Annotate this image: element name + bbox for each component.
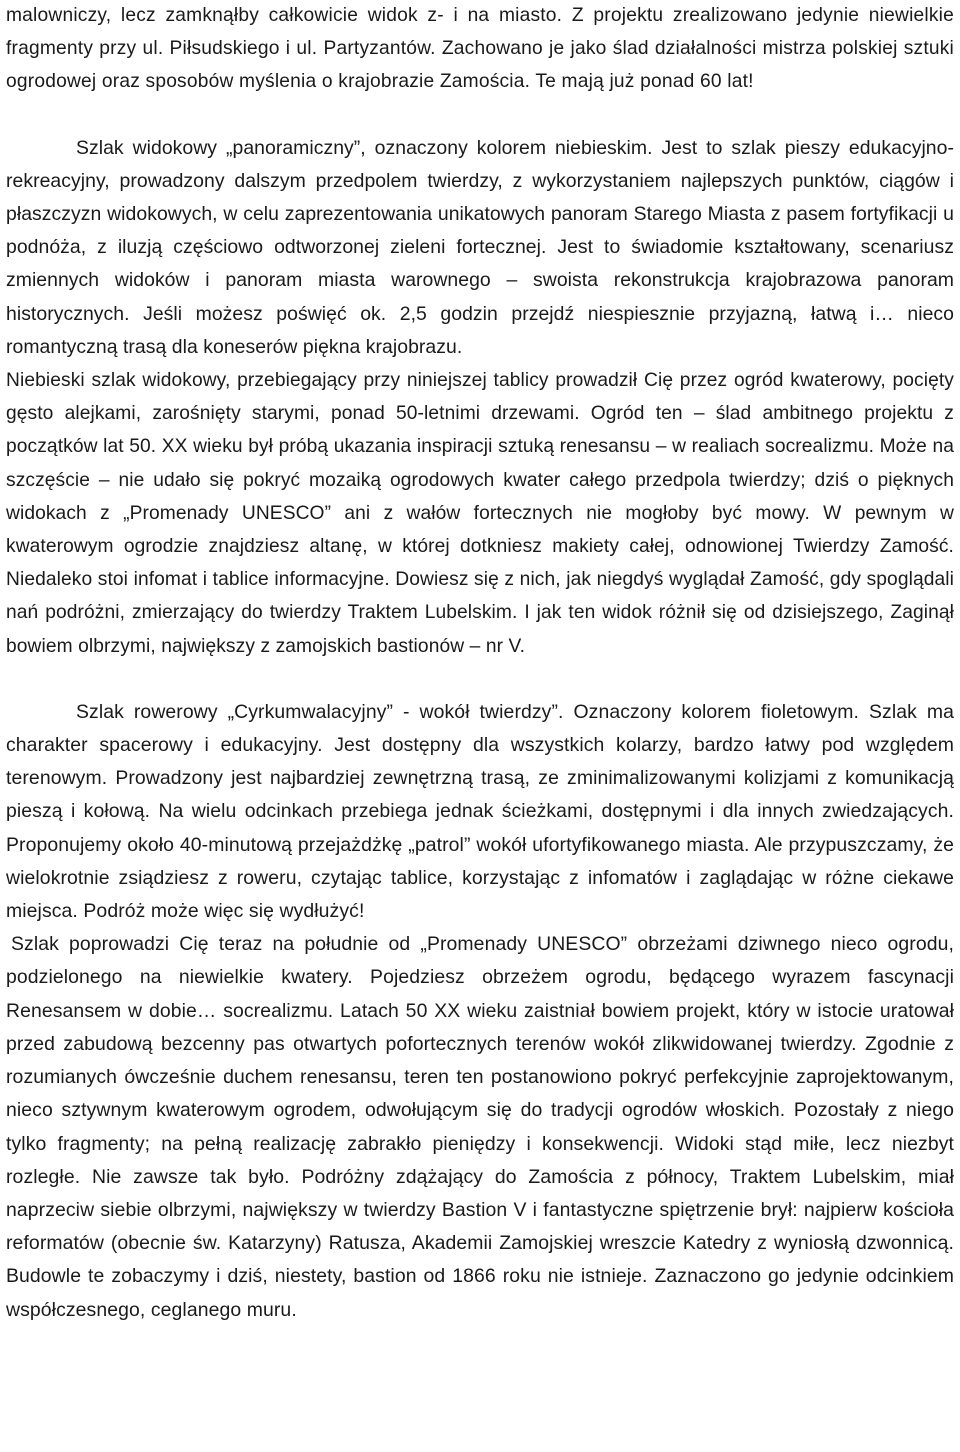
paragraph-szlak-widokowy [6,132,954,364]
szlak-poprowadzi-body: Szlak poprowadzi Cię teraz na południe od „Promenady UNESCO” obrzeżami dziwnego nieco ogrodu, podzielonego na niewielkie kwatery. Pojedziesz obrzeżem ogrodu, będącego wyrazem fascynacji Renesansem w dobie… socrealizmu. Latach 50 XX wieku zaistniał bowiem projekt, który w istocie uratował przed zabudową bezcenny pas otwartych pofortecznych terenów wokół zlikwidowanej twierdzy. Zgodnie z rozumianych ówcześnie duchem renesansu, teren ten postanowiono pokryć perfekcyjnie zaprojektowanym, nieco sztywnym kwaterowym ogrodem, odwołującym się do tradycji ogrodów włoskich. Pozostały z niego tylko fragmenty; na pełną realizację zabrakło pieniędzy i konsekwencji. Widoki stąd miłe, lecz niezbyt rozległe. Nie zawsze tak było. Podróżny zdążający do Zamościa z północy, Traktem Lubelskim, miał naprzeciw siebie olbrzymi, największy w twierdzy Bastion V i fantastyczne spiętrzenie brył: najpierw kościoła reformatów (obecnie św. Katarzyny) Ratusza, Akademii Zamojskiej wreszcie Katedry z wyniosłą dzwonnicą. Budowle te zobaczymy i dziś, niestety, bastion od 1866 roku nie istnieje. Zaznaczono go jedynie odcinkiem współczesnego, ceglanego muru. [6,933,954,1321]
paragraph-szlak-poprowadzi [6,928,954,1326]
paragraph-szlak-rowerowy [6,696,954,928]
szlak-widokowy-lead: Szlak widokowy „panoramiczny”, oznaczony kolorem niebieskim. [76,136,653,159]
paragraph-intro-end: malowniczy, lecz zamknąłby całkowicie widok z- i na miasto. Z projektu zrealizowano jedynie niewielkie fragmenty przy ul. Piłsudskiego i ul. Partyzantów. Zachowano je jako ślad działalności mistrza polskiej sztuki ogrodowej oraz sposobów myślenia o krajobrazie Zamościa. Te mają już ponad 60 lat! [6,5,954,93]
szlak-rowerowy-body: Szlak rowerowy „Cyrkumwalacyjny” - wokół twierdzy”. Oznaczony kolorem fioletowym. Szlak ma charakter spacerowy i edukacyjny. Jest dostępny dla wszystkich kolarzy, bardzo łatwy pod względem terenowym. Prowadzony jest najbardziej zewnętrzną trasą, ze zminimalizowanymi kolizjami z komunikacją pieszą i kołową. Na wielu odcinkach przebiega jednak ścieżkami, dostępnymi i dla innych zwiedzających. Proponujemy około 40-minutową przejażdżkę „patrol” wokół ufortyfikowanego miasta. Ale przypuszczamy, że wielokrotnie zsiądziesz z roweru, czytając tablice, korzystając z infomatów i zaglądając w różne ciekawe miejsca. Podróż może więc się wydłużyć! [6,700,954,923]
paragraph-niebieski-szlak: Niebieski szlak widokowy, przebiegający przy niniejszej tablicy prowadził Cię przez ogród kwaterowy, pocięty gęsto alejkami, zarośnięty starymi, ponad 50-letnimi drzewami. Ogród ten – ślad ambitnego projektu z początków lat 50. XX wieku był próbą ukazania inspiracji sztuką renesansu – w realiach socrealizmu. Może na szczęście – nie udało się pokryć mozaiką ogrodowych kwater całego przedpola twierdzy; dziś o pięknych widokach z „Promenady UNESCO” ani z wałów fortecznych nie mogłoby być mowy. W pewnym w kwaterowym ogrodzie znajdziesz altanę, w której dotkniesz makiety całej, odnowionej Twierdzy Zamość. Niedaleko stoi infomat i tablice informacyjne. Dowiesz się z nich, jak niegdyś wyglądał Zamość, gdy spoglądali nań podróżni, zmierzający do twierdzy Traktem Lubelskim. I jak ten widok różnił się od dzisiejszego, Zaginął bowiem olbrzymi, największy z zamojskich bastionów – nr V. [6,370,954,657]
szlak-widokowy-body: Jest to szlak pieszy edukacyjno-rekreacyjny, prowadzony dalszym przedpolem twierdzy, z wykorzystaniem najlepszych punktów, ciągów i płaszczyzn widokowych, w celu zaprezentowania unikatowych panoram Starego Miasta z pasem fortyfikacji u podnóża, z iluzją częściowo odtworzonej zieleni fortecznej. Jest to świadomie kształtowany, scenariusz zmiennych widoków i panoram miasta warownego – swoista rekonstrukcja krajobrazowa panoram historycznych. Jeśli możesz poświęć ok. 2,5 godzin przejdź niespiesznie przyjazną, łatwą i… nieco romantyczną trasą dla koneserów piękna krajobrazu. [6,136,954,358]
